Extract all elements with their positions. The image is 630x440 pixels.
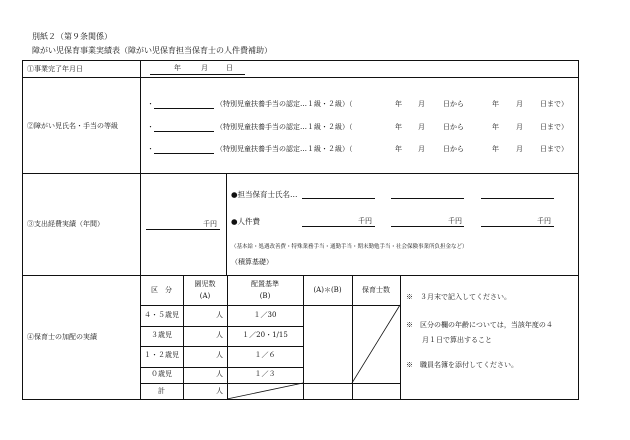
age-cell: １・２歳児	[144, 351, 179, 359]
personnel-unit-3: 千円	[537, 217, 551, 225]
expense-total-unit: 千円	[203, 220, 217, 228]
from-day: 日から	[443, 145, 464, 153]
calculation-basis-label: （積算基礎）	[231, 258, 273, 266]
note-2: ※ 区分の欄の年齢については，当該年度の４	[406, 321, 553, 329]
grade-text: （特別児童扶養手当の認定…１級・２級）（	[216, 123, 353, 131]
teacher-name-label: ●担当保育士氏名…	[231, 190, 298, 199]
personnel-note: （基本給・処遇改善費・特殊業務手当・通勤手当・期末勤勉手当・社会保険事業所負担金など）	[231, 244, 468, 250]
ratio-cell: １／６	[254, 351, 276, 359]
total-ratio-diagonal	[227, 383, 303, 399]
until-day: 日まで）	[540, 145, 568, 153]
ratio-cell: １／30	[253, 311, 277, 319]
bullet: ・	[147, 145, 154, 153]
personnel-unit-2: 千円	[448, 217, 462, 225]
standard-header: 配置基準	[251, 280, 279, 288]
age-cell: ３歳児	[151, 331, 172, 339]
from-year: 年	[395, 145, 402, 153]
children-unit: 人	[216, 351, 223, 359]
note-3: ※ 職員名簿を添付してください。	[406, 361, 518, 369]
child-name-label: ②障がい児氏名・手当の等級	[27, 122, 118, 130]
until-day: 日まで）	[540, 123, 568, 131]
from-year: 年	[395, 100, 402, 108]
until-month: 月	[516, 100, 523, 108]
doc-title: 障がい児保育事業実績表（障がい児保育担当保育士の人件費補助）	[32, 46, 272, 55]
from-month: 月	[418, 100, 425, 108]
standard-header-sub: (B)	[259, 292, 271, 300]
completion-year-label: 年	[174, 64, 181, 72]
grade-text: （特別児童扶養手当の認定…１級・２級）（	[216, 145, 353, 153]
ratio-cell: １／20・1/15	[242, 331, 288, 339]
children-unit: 人	[216, 331, 223, 339]
from-year: 年	[395, 123, 402, 131]
teachers-diagonal	[352, 305, 400, 383]
total-unit: 人	[216, 387, 223, 395]
age-cell: ０歳児	[151, 370, 172, 378]
until-year: 年	[492, 145, 499, 153]
personnel-unit-1: 千円	[358, 217, 372, 225]
children-unit: 人	[216, 311, 223, 319]
until-year: 年	[492, 123, 499, 131]
ratio-cell: １／３	[254, 370, 276, 378]
age-cell: ４・５歳児	[144, 311, 179, 319]
completion-month-label: 月	[201, 64, 208, 72]
until-day: 日まで）	[540, 100, 568, 108]
total-label: 計	[158, 387, 165, 395]
children-header-sub: (A)	[199, 292, 211, 300]
note-1: ※ ３月末で記入してください。	[406, 293, 511, 301]
until-month: 月	[516, 123, 523, 131]
from-day: 日から	[443, 123, 464, 131]
note-2-cont: 月１日で算出すること	[422, 336, 492, 344]
product-header: (A)＊(B)	[313, 286, 342, 294]
from-month: 月	[418, 123, 425, 131]
from-day: 日から	[443, 100, 464, 108]
staffing-label: ④保育士の加配の実績	[27, 333, 97, 341]
category-header: 区 分	[151, 286, 172, 294]
children-unit: 人	[216, 370, 223, 378]
from-month: 月	[418, 145, 425, 153]
completion-day-label: 日	[226, 64, 233, 72]
until-year: 年	[492, 100, 499, 108]
personnel-label: ●人件費	[231, 217, 261, 226]
bullet: ・	[147, 100, 154, 108]
bullet: ・	[147, 123, 154, 131]
expense-label: ③支出経費実績（年間）	[27, 220, 104, 228]
until-month: 月	[516, 145, 523, 153]
doc-reference: 別紙２（第９条関係）	[32, 32, 112, 41]
completion-date-label: ①事業完了年月日	[27, 65, 83, 73]
grade-text: （特別児童扶養手当の認定…１級・２級）（	[216, 100, 353, 108]
children-header: 園児数	[194, 280, 216, 288]
teachers-header: 保育士数	[362, 286, 390, 294]
